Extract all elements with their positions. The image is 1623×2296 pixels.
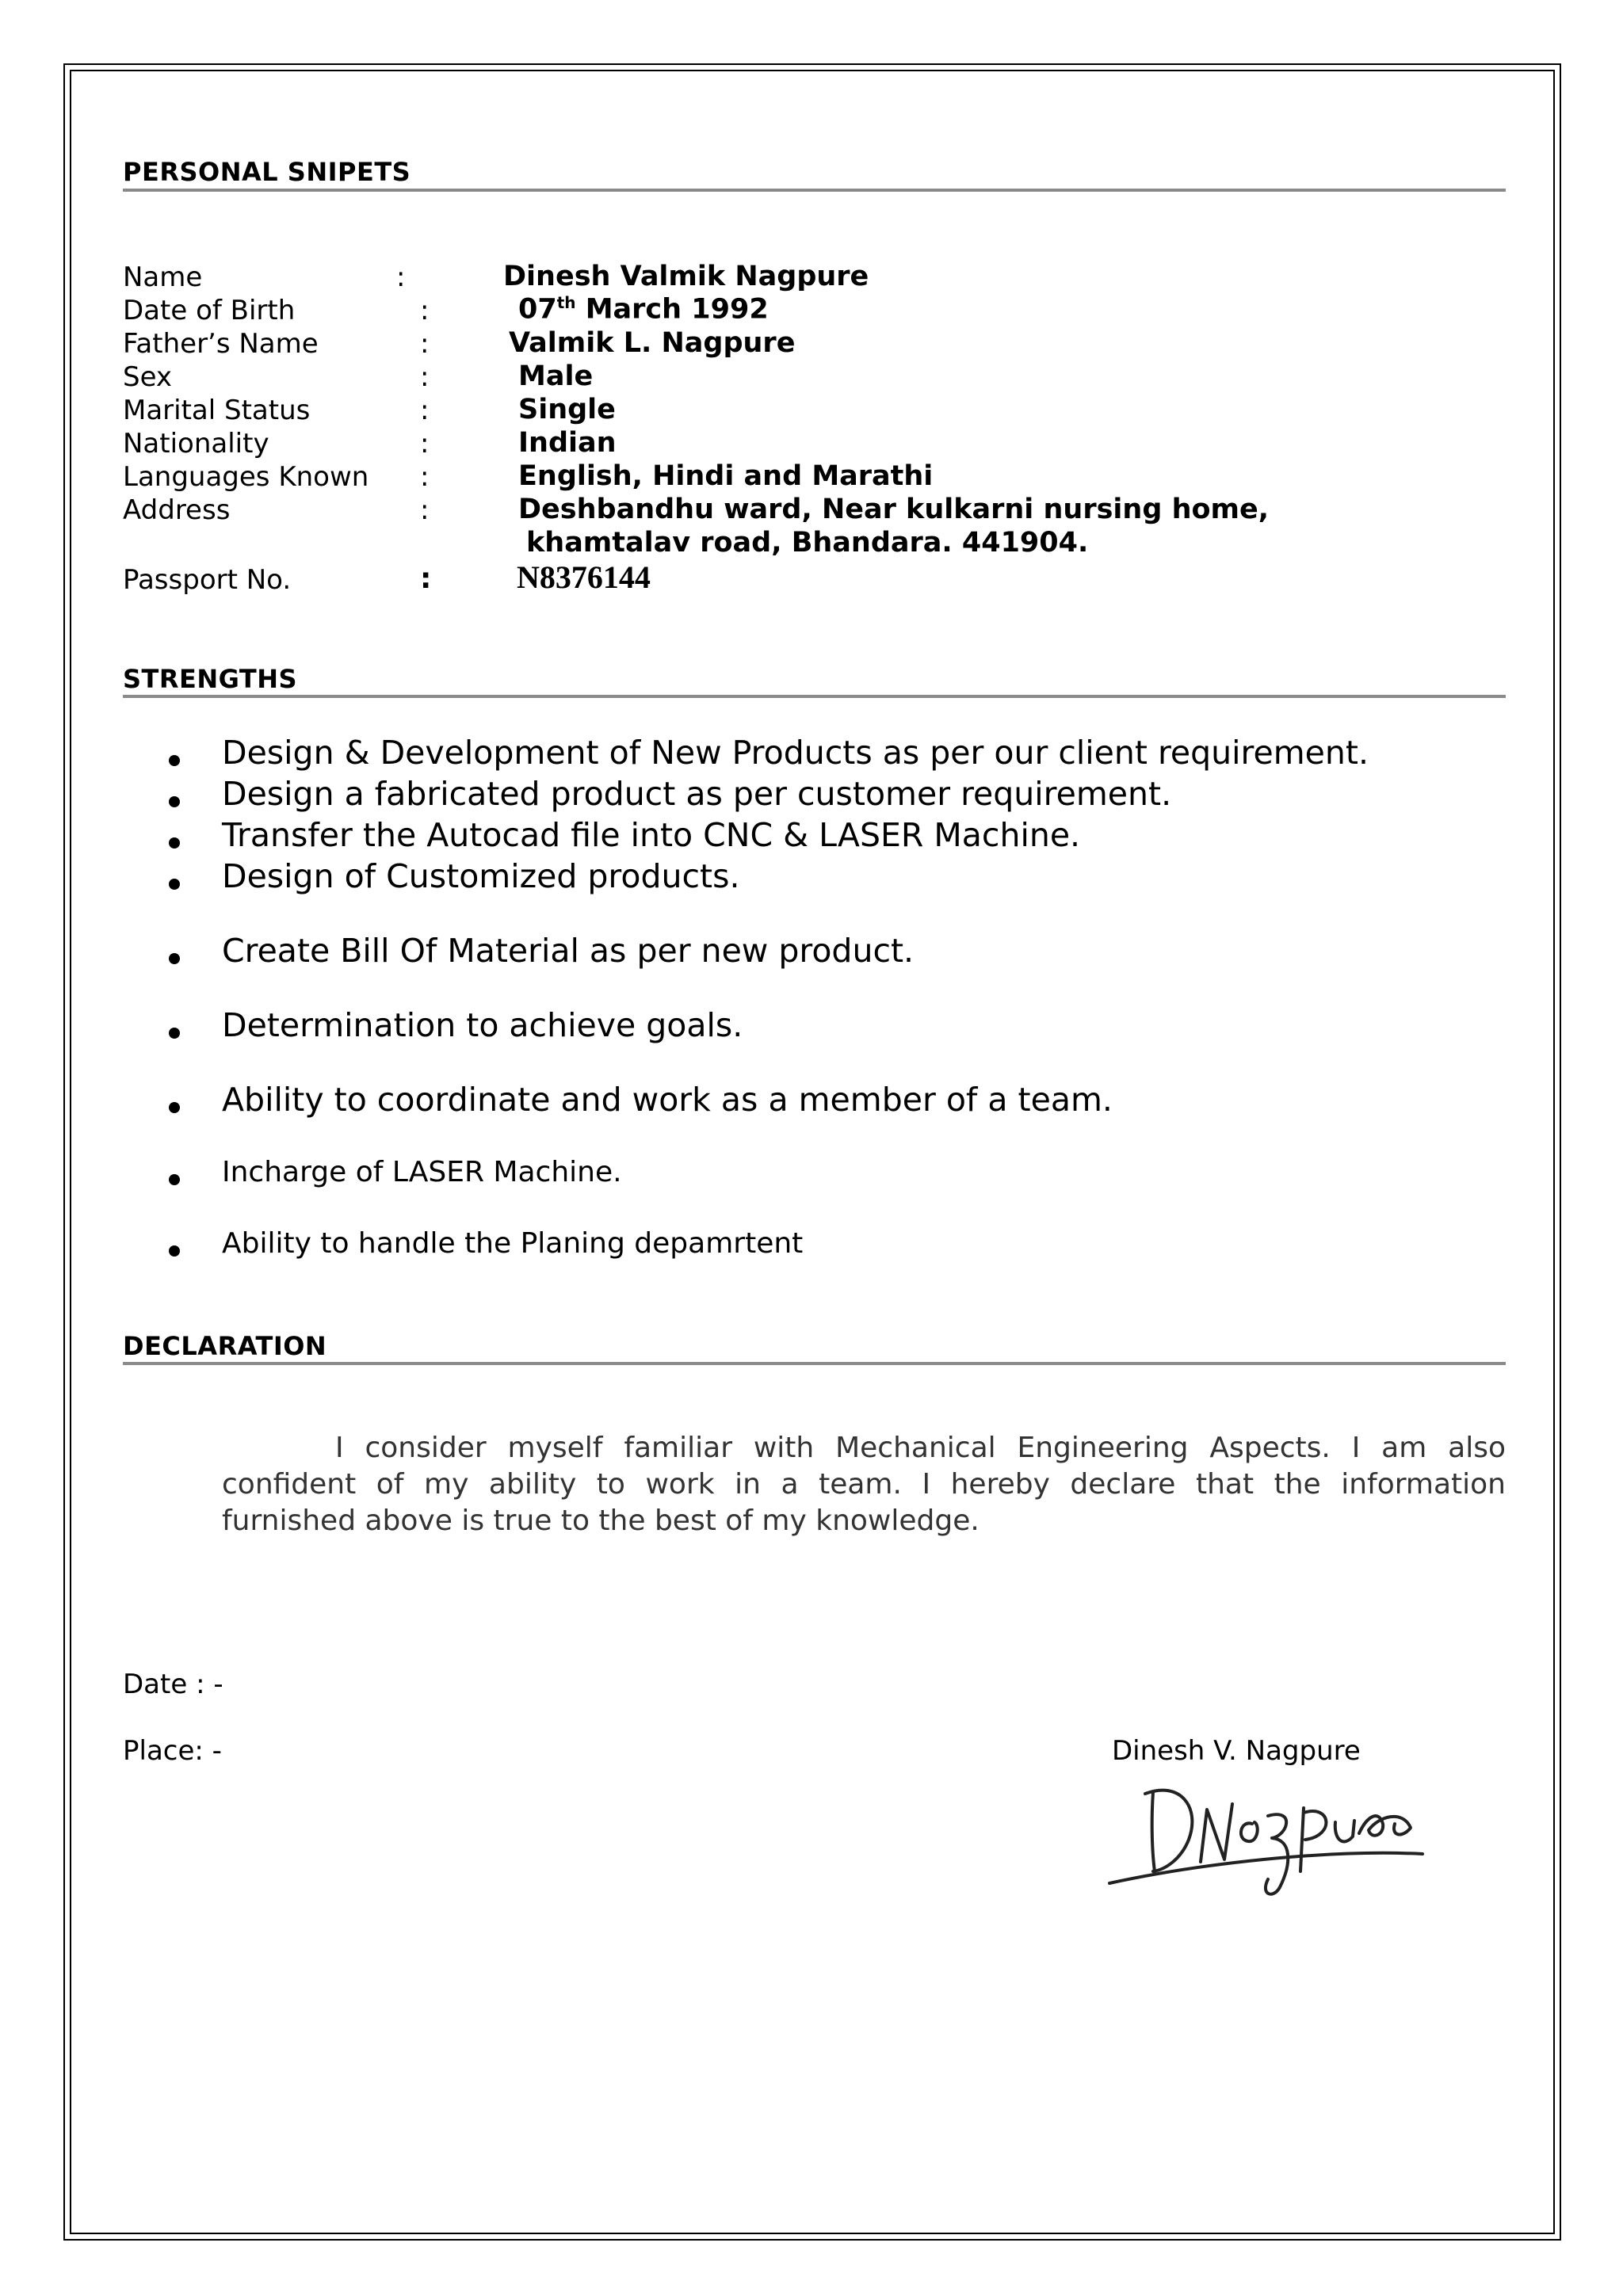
passport-value: N8376144 [517,559,651,595]
section-rule-declaration [123,1362,1506,1365]
strength-item: Transfer the Autocad file into CNC & LASER Machine. [222,816,1081,854]
bullet-icon [169,1028,180,1039]
bullet-icon [169,1245,180,1257]
dob-colon: : [420,295,430,326]
bullet-icon [169,1174,180,1185]
marital-status-colon: : [420,395,430,426]
sex-value: Male [518,360,594,392]
bullet-icon [169,796,180,807]
strength-item: Design a fabricated product as per customer requirement. [222,775,1172,813]
bullet-icon [169,755,180,766]
dob-value: 07th March 1992 [518,293,769,326]
bullet-icon [169,879,180,890]
name-colon: : [396,261,406,293]
strength-item: Create Bill Of Material as per new product. [222,932,915,970]
section-rule-strengths [123,695,1506,698]
signature-image [1106,1760,1430,1907]
declaration-line: furnished above is true to the best of my knowledge. [222,1505,980,1537]
dob-label: Date of Birth [123,295,296,326]
passport-colon: : [420,563,432,595]
address-label: Address [123,494,231,526]
languages-colon: : [420,461,430,493]
strength-item: Ability to coordinate and work as a member of a team. [222,1081,1113,1119]
signatory-name: Dinesh V. Nagpure [1112,1735,1361,1767]
passport-label: Passport No. [123,564,292,596]
section-heading-strengths: STRENGTHS [123,664,298,694]
address-value-line1: Deshbandhu ward, Near kulkarni nursing home, [518,494,1270,525]
languages-label: Languages Known [123,461,369,493]
father-name-colon: : [420,328,430,360]
father-name-label: Father’s Name [123,328,319,360]
date-field: Date : - [123,1669,223,1700]
bullet-icon [169,953,180,964]
address-colon: : [420,494,430,526]
strength-item: Design & Development of New Products as per our client requirement. [222,734,1369,772]
bullet-icon [169,1102,180,1113]
languages-value: English, Hindi and Marathi [518,460,934,492]
name-value: Dinesh Valmik Nagpure [503,261,869,292]
sex-colon: : [420,361,430,393]
bullet-icon [169,837,180,849]
marital-status-value: Single [518,394,616,425]
sex-label: Sex [123,361,173,393]
marital-status-label: Marital Status [123,395,311,426]
declaration-line: confident of my ability to work in a team. I hereby declare that the information [222,1468,1506,1501]
place-field: Place: - [123,1735,222,1767]
nationality-label: Nationality [123,428,269,460]
strength-item: Incharge of LASER Machine. [222,1156,622,1188]
strength-item: Ability to handle the Planing depamrtent [222,1227,804,1260]
section-heading-declaration: DECLARATION [123,1331,327,1361]
name-label: Name [123,261,203,293]
nationality-value: Indian [518,427,617,459]
father-name-value: Valmik L. Nagpure [509,327,796,359]
strength-item: Design of Customized products. [222,857,740,895]
address-value-line2: khamtalav road, Bhandara. 441904. [526,527,1089,559]
strength-item: Determination to achieve goals. [222,1006,743,1044]
section-rule-personal [123,189,1506,192]
declaration-line: I consider myself familiar with Mechanical Engineering Aspects. I am also [335,1432,1506,1464]
section-heading-personal: PERSONAL SNIPETS [123,157,411,187]
nationality-colon: : [420,428,430,460]
